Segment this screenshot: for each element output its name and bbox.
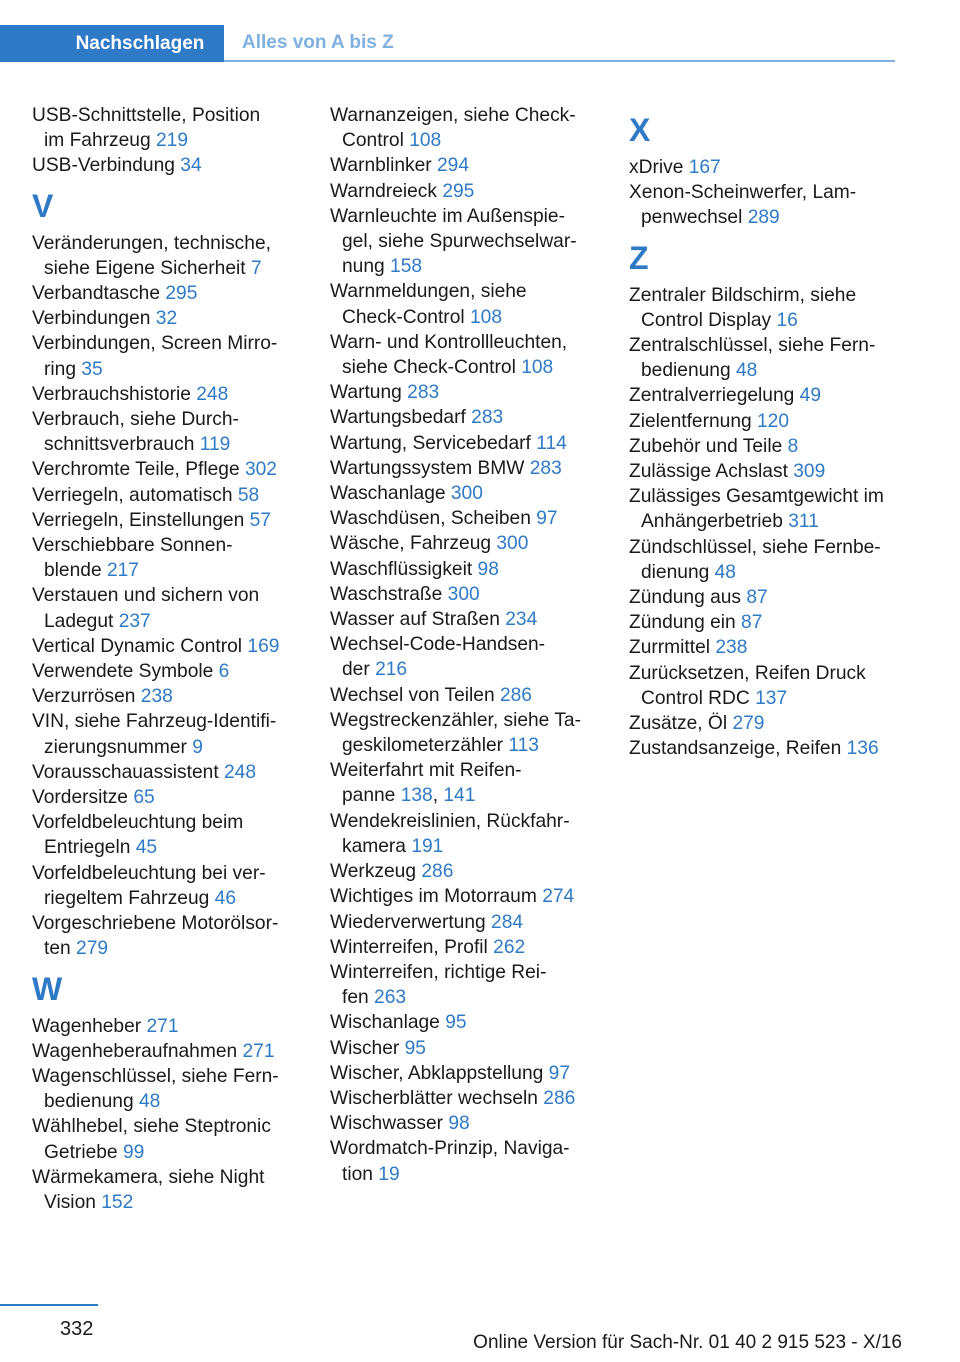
index-entry: [32, 306, 300, 331]
page-link[interactable]: 216: [375, 659, 408, 681]
index-entry: [330, 859, 598, 884]
index-entry-term: Warnblinker: [330, 155, 432, 177]
letter-heading: W: [32, 970, 63, 1007]
index-entry: [629, 535, 897, 585]
page-link[interactable]: 8: [787, 435, 799, 457]
page-link[interactable]: 263: [374, 987, 407, 1009]
index-entry: [32, 684, 300, 709]
page-link[interactable]: 284: [491, 911, 524, 933]
page-link[interactable]: 49: [799, 385, 822, 407]
page-link[interactable]: 19: [378, 1163, 400, 1185]
index-entry: [330, 380, 598, 405]
index-entry-term: Vordersitze: [32, 787, 128, 809]
letter-heading: Z: [629, 239, 649, 276]
page-link[interactable]: 309: [793, 461, 826, 483]
index-entry: [330, 557, 598, 582]
index-entry: [629, 610, 897, 635]
index-entry: [32, 1165, 300, 1215]
index-entry: [330, 481, 598, 506]
index-entry-term: Wagenheberaufnahmen: [32, 1040, 238, 1062]
index-entry: [330, 683, 598, 708]
index-entry: [330, 1111, 598, 1136]
index-entry: [32, 1014, 300, 1039]
index-entry: [330, 506, 598, 531]
page-link[interactable]: 274: [542, 886, 575, 908]
index-entry: [330, 153, 598, 178]
index-entry-term: Zündschlüssel, siehe Fernbe‐ dienung: [629, 536, 881, 583]
index-entry-term: Verschiebbare Sonnen‐ blende: [32, 535, 233, 582]
index-entry: [32, 382, 300, 407]
page-link[interactable]: 167: [688, 157, 721, 178]
page-link[interactable]: 271: [242, 1040, 275, 1062]
page-link[interactable]: 300: [447, 583, 480, 605]
index-entry-term: Veränderungen, technische, siehe Eigene Sicherheit: [32, 232, 271, 279]
index-entry-term: Wischer: [330, 1037, 400, 1059]
index-entry: [330, 279, 598, 329]
page-link[interactable]: 99: [122, 1141, 145, 1163]
index-entry: [32, 331, 300, 381]
index-entry-term: Verstauen und sichern von Ladegut: [32, 585, 260, 632]
page-link[interactable]: 98: [477, 558, 499, 580]
page-link[interactable]: 97: [548, 1062, 570, 1084]
index-entry: [32, 103, 300, 153]
page-link[interactable]: 217: [106, 560, 139, 582]
index-entry-term: Warnleuchte im Außenspie‐ gel, siehe Spurwechselwar‐ nung: [330, 205, 577, 278]
index-entry-term: Zündung ein: [629, 612, 736, 634]
page-link[interactable]: 283: [407, 382, 440, 404]
index-entry: [330, 632, 598, 682]
page-link[interactable]: 283: [529, 457, 562, 479]
page-link[interactable]: 32: [155, 308, 178, 330]
page-link[interactable]: 286: [499, 684, 532, 706]
page-link[interactable]: 138: [400, 785, 433, 807]
index-entry-term: Waschflüssigkeit: [330, 558, 473, 580]
index-entry: [629, 434, 897, 459]
index-entry-term: Zurrmittel: [629, 637, 711, 659]
page-link[interactable]: 302: [244, 459, 277, 481]
index-entry: [629, 383, 897, 408]
index-entry-term: Vorausschauassistent: [32, 761, 219, 783]
index-entry: [32, 483, 300, 508]
page-link[interactable]: 294: [437, 155, 470, 177]
page-link[interactable]: 95: [445, 1012, 467, 1034]
index-entry-term: Waschanlage: [330, 483, 446, 505]
index-entry-term: Weiterfahrt mit Reifen‐ panne: [330, 760, 522, 807]
index-entry-term: VIN, siehe Fahrzeug-Identifi‐ zierungsnummer: [32, 711, 277, 758]
index-entry: [330, 103, 598, 153]
page-link[interactable]: 152: [101, 1191, 134, 1213]
index-column-3: [629, 103, 897, 761]
index-entry: [330, 456, 598, 481]
index-entry: [629, 283, 897, 333]
index-entry: [629, 585, 897, 610]
index-entry: [32, 153, 300, 178]
page-link[interactable]: 48: [714, 561, 736, 583]
index-entry: [629, 736, 897, 761]
page-link[interactable]: 169: [247, 635, 280, 657]
index-entry-term: Wechsel von Teilen: [330, 684, 495, 706]
index-entry-term: Wagenschlüssel, siehe Fern‐ bedienung: [32, 1065, 279, 1113]
index-entry: [629, 484, 897, 534]
index-entry: [32, 810, 300, 860]
page-link[interactable]: 113: [508, 735, 539, 757]
page-link[interactable]: 248: [224, 761, 257, 783]
index-entry: [32, 634, 300, 659]
page-link[interactable]: 46: [214, 887, 236, 909]
index-entry-term: Zentraler Bildschirm, siehe Control Display: [629, 284, 857, 331]
index-entry-term: Verwendete Symbole: [32, 661, 214, 683]
index-entry-term: Vorgeschriebene Motorölsor‐ ten: [32, 913, 279, 960]
index-entry: [32, 457, 300, 482]
index-entry: [32, 1039, 300, 1064]
page-link[interactable]: 286: [543, 1087, 576, 1109]
index-entry: [330, 431, 598, 456]
page-link[interactable]: 120: [757, 410, 790, 432]
page-link[interactable]: 237: [118, 610, 151, 632]
index-entry-term: Werkzeug: [330, 861, 417, 883]
tab-nachschlagen[interactable]: Nachschlagen: [0, 25, 224, 62]
index-entry-term: Wasser auf Straßen: [330, 609, 500, 631]
index-entry: [629, 661, 897, 711]
page-link[interactable]: 219: [155, 130, 188, 152]
index-entry: [330, 531, 598, 556]
index-entry-term: Wärmekamera, siehe Night Vision: [32, 1166, 265, 1213]
index-entry-term: Wegstreckenzähler, siehe Ta‐ geskilometerzähler: [330, 709, 581, 757]
page-link[interactable]: 286: [421, 861, 454, 883]
page-link[interactable]: 108: [521, 357, 554, 379]
page-link[interactable]: 300: [450, 483, 483, 505]
index-entry-term: Waschdüsen, Scheiben: [330, 508, 531, 530]
page-link[interactable]: 7: [250, 257, 262, 279]
page-link[interactable]: 114: [536, 432, 567, 454]
index-entry-term: Zurücksetzen, Reifen Druck Control RDC: [629, 662, 866, 709]
page-link[interactable]: 48: [735, 360, 758, 382]
index-entry: [330, 1136, 598, 1186]
page-link[interactable]: 9: [192, 736, 203, 758]
index-entry: [330, 204, 598, 280]
index-entry: [32, 508, 300, 533]
index-entry: [32, 760, 300, 785]
page-link[interactable]: 158: [390, 256, 423, 278]
index-entry-term: Verbrauch, siehe Durch‐ schnittsverbrauch: [32, 409, 239, 456]
index-entry-term: Wichtiges im Motorraum: [330, 886, 537, 908]
page-link[interactable]: 6: [218, 661, 230, 683]
index-entry-term: Zulässige Achslast: [629, 461, 788, 483]
page-link[interactable]: 95: [404, 1037, 426, 1059]
footer-version-text: Online Version für Sach-Nr. 01 40 2 915 523 - X/16: [473, 1332, 902, 1353]
page-link[interactable]: 279: [732, 713, 765, 735]
index-entry: [629, 155, 897, 180]
index-entry: [330, 1010, 598, 1035]
header-divider: [224, 60, 895, 62]
page-link[interactable]: 295: [442, 180, 475, 202]
page-link[interactable]: 87: [741, 612, 763, 634]
index-entry-term: Wischwasser: [330, 1113, 444, 1135]
index-entry: [330, 330, 598, 380]
page-link[interactable]: 262: [493, 936, 526, 958]
index-entry-term: Wäsche, Fahrzeug: [330, 533, 492, 555]
index-entry: [330, 582, 598, 607]
page-link[interactable]: 119: [199, 434, 231, 456]
page-link[interactable]: 295: [165, 283, 198, 305]
index-entry-term: xDrive: [629, 157, 684, 178]
index-entry-term: Wählhebel, siehe Steptronic Getriebe: [32, 1116, 271, 1163]
page-header: [0, 25, 895, 62]
index-entry: [32, 659, 300, 684]
page-link[interactable]: 311: [788, 511, 819, 533]
index-entry-term: Verbindungen: [32, 308, 151, 330]
index-entry-term: USB-Schnittstelle, Position im Fahrzeug: [32, 105, 261, 152]
page-link[interactable]: 191: [411, 835, 444, 857]
index-entry-term: Vertical Dynamic Control: [32, 635, 243, 657]
index-entry: [330, 1086, 598, 1111]
page-link[interactable]: 58: [237, 484, 260, 506]
index-entry-term: Verriegeln, automatisch: [32, 484, 233, 506]
index-entry-term: Zulässiges Gesamtgewicht im Anhängerbetrieb: [629, 486, 884, 533]
index-entry: [629, 711, 897, 736]
index-entry-term: Wordmatch-Prinzip, Naviga‐ tion: [330, 1138, 570, 1185]
index-entry: [330, 935, 598, 960]
index-entry: [32, 281, 300, 306]
index-entry-term: Wagenheber: [32, 1015, 142, 1037]
page-link[interactable]: 87: [746, 587, 768, 609]
index-entry: [330, 179, 598, 204]
page-link[interactable]: 300: [496, 533, 529, 555]
index-entry-term: Zündung aus: [629, 587, 742, 609]
index-entry-term: Vorfeldbeleuchtung beim Entriegeln: [32, 812, 244, 859]
index-entry-term: Zielentfernung: [629, 410, 752, 432]
letter-heading: V: [32, 187, 54, 224]
index-entry: [32, 231, 300, 281]
index-entry-term: Wendekreislinien, Rückfahr‐ kamera: [330, 810, 570, 857]
index-entry-term: Wartung: [330, 382, 402, 404]
tab-alles-von-a-bis-z[interactable]: Alles von A bis Z: [242, 32, 394, 53]
index-entry-term: Warnanzeigen, siehe Check- Control: [330, 105, 576, 152]
page-link[interactable]: 141: [443, 785, 476, 807]
letter-heading: X: [629, 112, 651, 148]
index-entry: [32, 1064, 300, 1114]
page-link[interactable]: 35: [81, 358, 103, 380]
index-entry: [330, 708, 598, 758]
index-entry: [32, 911, 300, 961]
index-entry-term: Verbrauchshistorie: [32, 383, 191, 405]
index-entry-term: Zusätze, Öl: [629, 713, 728, 735]
index-entry: [629, 635, 897, 660]
index-entry: [32, 533, 300, 583]
index-entry-term: Winterreifen, richtige Rei‐ fen: [330, 961, 547, 1009]
page-link[interactable]: 48: [138, 1091, 161, 1113]
index-entry: [330, 607, 598, 632]
index-entry-term: Wechsel-Code-Handsen‐ der: [330, 634, 546, 681]
index-entry-term: Vorfeldbeleuchtung bei ver‐ riegeltem Fahrzeug: [32, 862, 266, 909]
index-entry-term: Wartungsbedarf: [330, 407, 466, 429]
index-entry: [629, 409, 897, 434]
page-link[interactable]: 234: [505, 609, 538, 631]
index-entry-term: Wischer, Abklappstellung: [330, 1062, 544, 1084]
index-entry-term: Wiederverwertung: [330, 911, 486, 933]
index-entry-term: USB-Verbindung: [32, 155, 175, 177]
index-entry: [32, 583, 300, 633]
index-entry: [629, 180, 897, 230]
page-link[interactable]: 136: [846, 738, 879, 760]
index-entry-term: Wischerblätter wechseln: [330, 1087, 538, 1109]
index-entry-term: Winterreifen, Profil: [330, 936, 488, 958]
index-entry: [330, 910, 598, 935]
index-entry-term: Verriegeln, Einstellungen: [32, 509, 245, 531]
index-entry-term: Verbindungen, Screen Mirro‐ ring: [32, 333, 278, 380]
index-entry: [32, 785, 300, 810]
page-link[interactable]: 65: [133, 787, 155, 809]
page-link[interactable]: 271: [146, 1015, 179, 1037]
index-entry-term: Zubehör und Teile: [629, 435, 783, 457]
page-link[interactable]: 238: [715, 637, 748, 659]
index-entry: [629, 333, 897, 383]
index-entry: [32, 709, 300, 759]
index-entry-term: Xenon-Scheinwerfer, Lam‐ penwechsel: [629, 182, 857, 229]
index-entry: [330, 1036, 598, 1061]
page-link[interactable]: 238: [140, 686, 173, 708]
page-link[interactable]: 289: [747, 207, 780, 229]
index-entry-term: Wischanlage: [330, 1012, 440, 1034]
index-entry-term: Zentralverriegelung: [629, 385, 795, 407]
page-link[interactable]: 108: [409, 130, 442, 152]
page-link[interactable]: 137: [755, 687, 788, 709]
page-link[interactable]: 98: [448, 1113, 470, 1135]
index-entry-term: Verbandtasche: [32, 283, 161, 305]
index-entry: [629, 459, 897, 484]
index-entry: [32, 861, 300, 911]
index-entry-term: Warndreieck: [330, 180, 437, 202]
index-entry: [32, 407, 300, 457]
index-entry: [32, 1114, 300, 1164]
index-entry-term: Warn- und Kontrollleuchten, siehe Check-Control: [330, 331, 568, 379]
index-entry-term: Verzurrösen: [32, 686, 136, 708]
index-entry-term: Warnmeldungen, siehe Check-Control: [330, 281, 527, 328]
index-entry: [330, 1061, 598, 1086]
page-link[interactable]: 45: [135, 837, 158, 859]
page-link[interactable]: 34: [180, 155, 202, 177]
footer-divider: [0, 1304, 98, 1306]
index-entry: [330, 405, 598, 430]
page-link[interactable]: 97: [536, 508, 558, 530]
page-link[interactable]: 108: [469, 306, 502, 328]
index-entry: [330, 960, 598, 1010]
index-entry-term: Wartungssystem BMW: [330, 457, 525, 479]
index-entry-term: Verchromte Teile, Pflege: [32, 459, 240, 481]
page-number: 332: [60, 1318, 94, 1340]
page-link[interactable]: 57: [249, 509, 271, 531]
index-entry: Weiterfahrt mit Reifen‐ panne 138, 141: [330, 760, 522, 807]
index-entry-term: Zustandsanzeige, Reifen: [629, 738, 842, 760]
page-link[interactable]: 248: [196, 383, 229, 405]
page-link[interactable]: 283: [471, 407, 504, 429]
index-entry-term: Waschstraße: [330, 583, 443, 605]
index-entry: [330, 809, 598, 859]
page-link[interactable]: 16: [776, 309, 798, 331]
index-entry-term: Wartung, Servicebedarf: [330, 432, 531, 454]
index-entry: [330, 884, 598, 909]
index-column-1: [32, 103, 300, 1215]
page-link[interactable]: 279: [76, 938, 109, 960]
index-entry-term: Zentralschlüssel, siehe Fern‐ bedienung: [629, 335, 876, 382]
index-column-2: [330, 103, 598, 1187]
